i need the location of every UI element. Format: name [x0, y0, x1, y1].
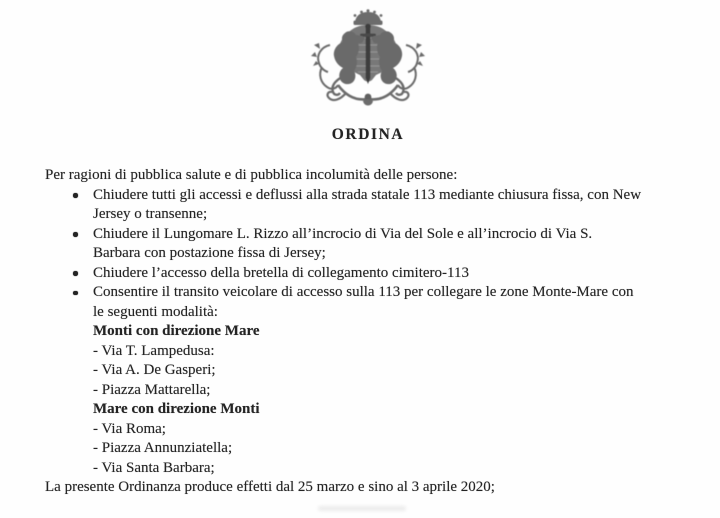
municipal-coat-of-arms — [308, 5, 428, 113]
scan-artifact — [318, 506, 406, 511]
bullet-line: Barbara con postazione fissa di Jersey; — [93, 245, 326, 261]
street-line: - Via Santa Barbara; — [93, 459, 215, 476]
street-line: - Via A. De Gasperi; — [93, 362, 216, 378]
street-line: - Via T. Lampedusa: — [93, 342, 215, 359]
bullet-line: Chiudere tutti gli accessi e deflussi alla strada statale 113 mediante chiusura fissa, con New — [93, 186, 642, 203]
direction-heading-monti-mare: Monti con direzione Mare — [93, 323, 260, 339]
bullet-item-close-lungomare — [45, 225, 695, 264]
street-line: - Piazza Annunziatella; — [93, 440, 233, 456]
coat-of-arms-icon — [308, 5, 428, 113]
document-body — [45, 166, 695, 498]
document-title: ORDINA — [331, 126, 405, 143]
bullet-list — [45, 186, 695, 479]
bullet-line: Chiudere il Lungomare L. Rizzo all’incrocio di Via del Sole e all’incrocio di Via S. — [93, 225, 593, 242]
bullet-line: Consentire il transito veicolare di accesso sulla 113 per collegare le zone Monte-Mare con — [93, 284, 634, 300]
street-line: - Via Roma; — [93, 420, 166, 437]
closing-paragraph: La presente Ordinanza produce effetti dal 25 marzo e sino al 3 aprile 2020; — [45, 479, 495, 495]
direction-heading-mare-monti: Mare con direzione Monti — [93, 401, 260, 417]
bullet-item-allow-transit — [45, 283, 695, 478]
bullet-line: Jersey o transenne; — [93, 206, 208, 222]
bullet-line: Chiudere l’accesso della bretella di collegamento cimitero-113 — [93, 264, 469, 281]
bullet-line: le seguenti modalità: — [93, 303, 218, 320]
bullet-item-close-ss113 — [45, 186, 695, 225]
bullet-item-close-bretella — [45, 264, 695, 284]
street-line: - Piazza Mattarella; — [93, 381, 211, 398]
intro-paragraph: Per ragioni di pubblica salute e di pubblica incolumità delle persone: — [45, 167, 458, 183]
